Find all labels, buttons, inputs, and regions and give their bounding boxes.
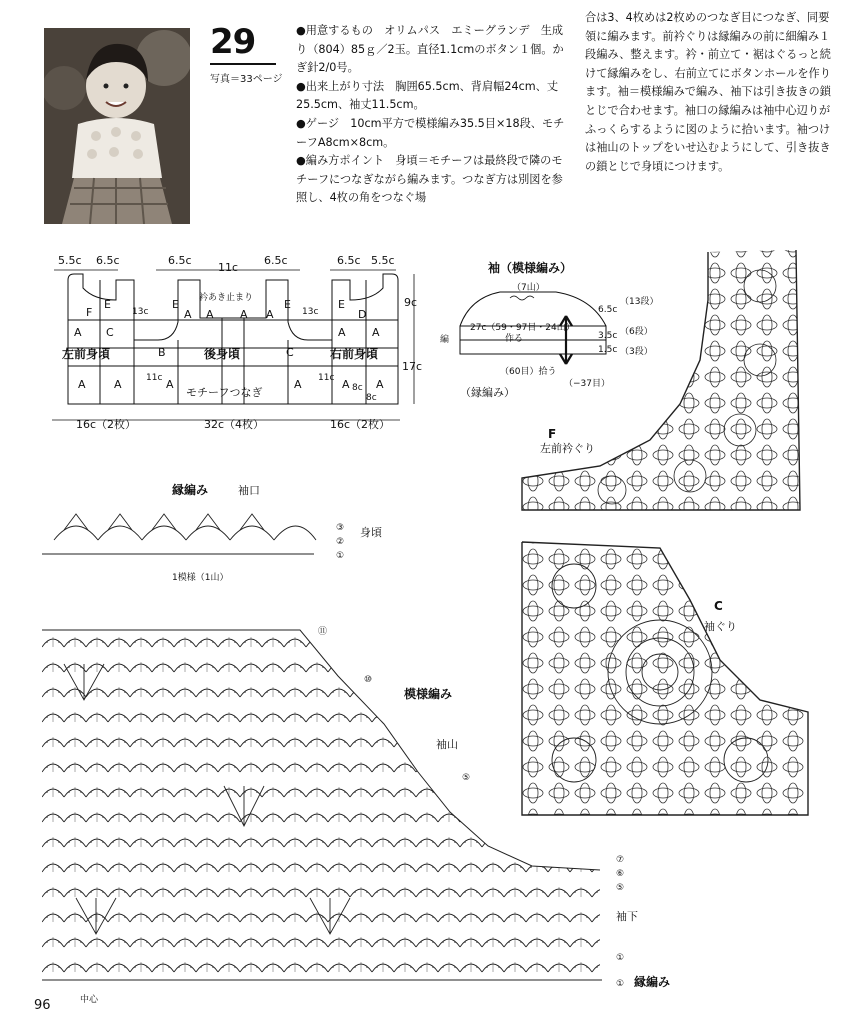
main-row-5a: ⑤ — [462, 773, 471, 783]
cap-label: 袖山 — [436, 738, 458, 751]
motif-c-left: C — [106, 326, 114, 339]
main-row-1b: ① — [616, 979, 625, 989]
pattern-number: 29 — [210, 22, 256, 62]
side-left: 11c — [146, 373, 163, 383]
motif-a-3: A — [206, 308, 214, 321]
dim-top-7: 5.5c — [371, 254, 395, 267]
armhole-right: 13c — [302, 307, 319, 317]
edge-label: 縁編み — [634, 975, 671, 989]
sleeve-pick: （60目）拾う — [500, 367, 557, 377]
gauge-text: ●ゲージ 10cm平方で模様編み35.5目×18段、モチーフA8cm×8cm。 — [296, 116, 565, 149]
edging-body-label: 身頃 — [360, 526, 382, 539]
sleeve-top: （7山） — [512, 283, 545, 293]
motif-c-chart — [510, 530, 820, 830]
dim-top-5: 6.5c — [264, 254, 288, 267]
motif-e-back-left: E — [172, 298, 179, 311]
sleeve-rows-1: （13段） — [620, 297, 659, 307]
sleeve-left-mark: 編 — [440, 335, 450, 345]
motif-letters — [74, 298, 384, 391]
sleeve-rows-2: （6段） — [620, 327, 653, 337]
collar-note: 衿あき止まり — [199, 293, 254, 303]
edging-chart — [42, 514, 316, 554]
main-stitch-chart — [42, 630, 602, 980]
sleeve-center-2: 作る — [505, 334, 524, 344]
corner-1: 8c — [352, 383, 363, 393]
motif-a-13: A — [376, 378, 384, 391]
motif-a-6: A — [338, 326, 346, 339]
armhole-left: 13c — [132, 307, 149, 317]
motif-f-caption: 左前衿ぐり — [540, 442, 595, 455]
motif-a-11: A — [294, 378, 302, 391]
sleeve-dim-1: 6.5c — [598, 305, 618, 315]
motif-a-8: A — [78, 378, 86, 391]
dim-top-4: 11c — [218, 261, 239, 274]
dim-top-6: 6.5c — [337, 254, 361, 267]
edging-row-marks — [336, 523, 344, 561]
dim-right-1: 9c — [404, 296, 418, 309]
dim-bottom-1: 16c（2枚） — [76, 418, 137, 431]
body-panel-labels — [62, 346, 378, 361]
sleeve-dim-3: 1.5c — [598, 345, 618, 355]
main-row-1a: ① — [616, 953, 625, 963]
motif-a-12: A — [342, 378, 350, 391]
motif-a-1: A — [74, 326, 82, 339]
motif-e-left: E — [104, 298, 111, 311]
sleeve-dim-2: 3.5c — [598, 331, 618, 341]
left-front-label: 左前身頃 — [62, 347, 111, 361]
sleeve-title: 袖（模様編み） — [488, 261, 573, 275]
edging-sub: 袖口 — [238, 484, 260, 497]
main-row-6: ⑥ — [616, 869, 625, 879]
motif-a-5: A — [266, 308, 274, 321]
motif-f-chart — [500, 240, 820, 530]
center-label: 中心 — [80, 995, 99, 1005]
materials-text: ●用意するもの オリムパス エミーグランデ 生成り（804）85ｇ／2玉。直径1.1cmのボタン１個。かぎ針2/0号。 — [296, 24, 564, 75]
method-text: ●編み方ポイント 身頃＝モチーフは最終段で隣のモチーフにつなぎながら編みます。つなぎ方は別図を参照し、4枚の角をつなぐ場 — [296, 154, 563, 205]
edging-row-3: ③ — [336, 523, 345, 533]
motif-e-right: E — [338, 298, 345, 311]
dim-top-1: 5.5c — [58, 254, 82, 267]
sleeve-center-1: 27c（59・97目・24山） — [470, 323, 575, 333]
pattern-label: 模様編み — [404, 687, 453, 701]
sleeve-edge: （縁編み） — [460, 386, 515, 399]
dim-bottom-2: 32c（4枚） — [204, 418, 265, 431]
side-right: 11c — [318, 373, 335, 383]
motif-b: B — [158, 346, 166, 359]
main-row-7: ⑦ — [616, 855, 625, 865]
edging-row-1: ① — [336, 551, 345, 561]
motif-c-caption: 袖ぐり — [704, 620, 737, 633]
motif-a-4: A — [240, 308, 248, 321]
edging-title: 縁編み — [172, 483, 209, 497]
instructions-text: 合は3、4枚めは2枚めのつなぎ目につなぎ、同要領に編みます。前衿ぐりは縁編みの前に細編み１段編み、整えます。衿・前立て・裾はぐるっと続けて縁編みをし、右前立てにボタンホールを作ります。袖＝模様編みで編み、袖下は引き抜きの鎖とじで合わせます。袖口の縁編みは袖中心辺りがふっくらするように図のように拾います。袖つけは袖山のトップをいせ込むようにして、引き抜きの鎖とじで身頃につけます。 — [585, 11, 831, 173]
motif-a-9: A — [114, 378, 122, 391]
sleeve-rows-3: （3段） — [620, 347, 653, 357]
dim-bottom-3: 16c（2枚） — [330, 418, 391, 431]
back-label: 後身頃 — [204, 347, 241, 361]
motif-c-label: C — [714, 599, 723, 613]
dim-right-2: 17c — [402, 360, 423, 373]
motif-d: D — [358, 308, 367, 321]
edging-row-2: ② — [336, 537, 345, 547]
dim-top-3: 6.5c — [168, 254, 192, 267]
main-row-11: ⑪ — [318, 627, 328, 637]
photo-reference: 写真＝33ページ — [210, 74, 283, 85]
edging-repeat: 1模様（1山） — [172, 573, 229, 583]
main-row-10: ⑩ — [364, 675, 373, 685]
motif-c-right: C — [286, 346, 294, 359]
main-row-5: ⑤ — [616, 883, 625, 893]
motif-a-2: A — [184, 308, 192, 321]
size-text: ●出来上がり寸法 胸囲65.5cm、背肩幅24cm、丈25.5cm、袖丈11.5cm。 — [296, 79, 559, 112]
corner-2: 8c — [366, 393, 377, 403]
underarm-label: 袖下 — [616, 910, 638, 923]
motif-f-label: F — [548, 427, 557, 441]
right-front-label: 右前身頃 — [330, 347, 379, 361]
motif-f: F — [86, 306, 93, 319]
sleeve-dec: （−37目） — [564, 379, 610, 389]
motif-join-label: モチーフつなぎ — [186, 386, 263, 399]
motif-a-7: A — [372, 326, 380, 339]
dim-top-2: 6.5c — [96, 254, 120, 267]
page-number: 96 — [34, 998, 51, 1013]
motif-e-back-right: E — [284, 298, 291, 311]
motif-a-10: A — [166, 378, 174, 391]
